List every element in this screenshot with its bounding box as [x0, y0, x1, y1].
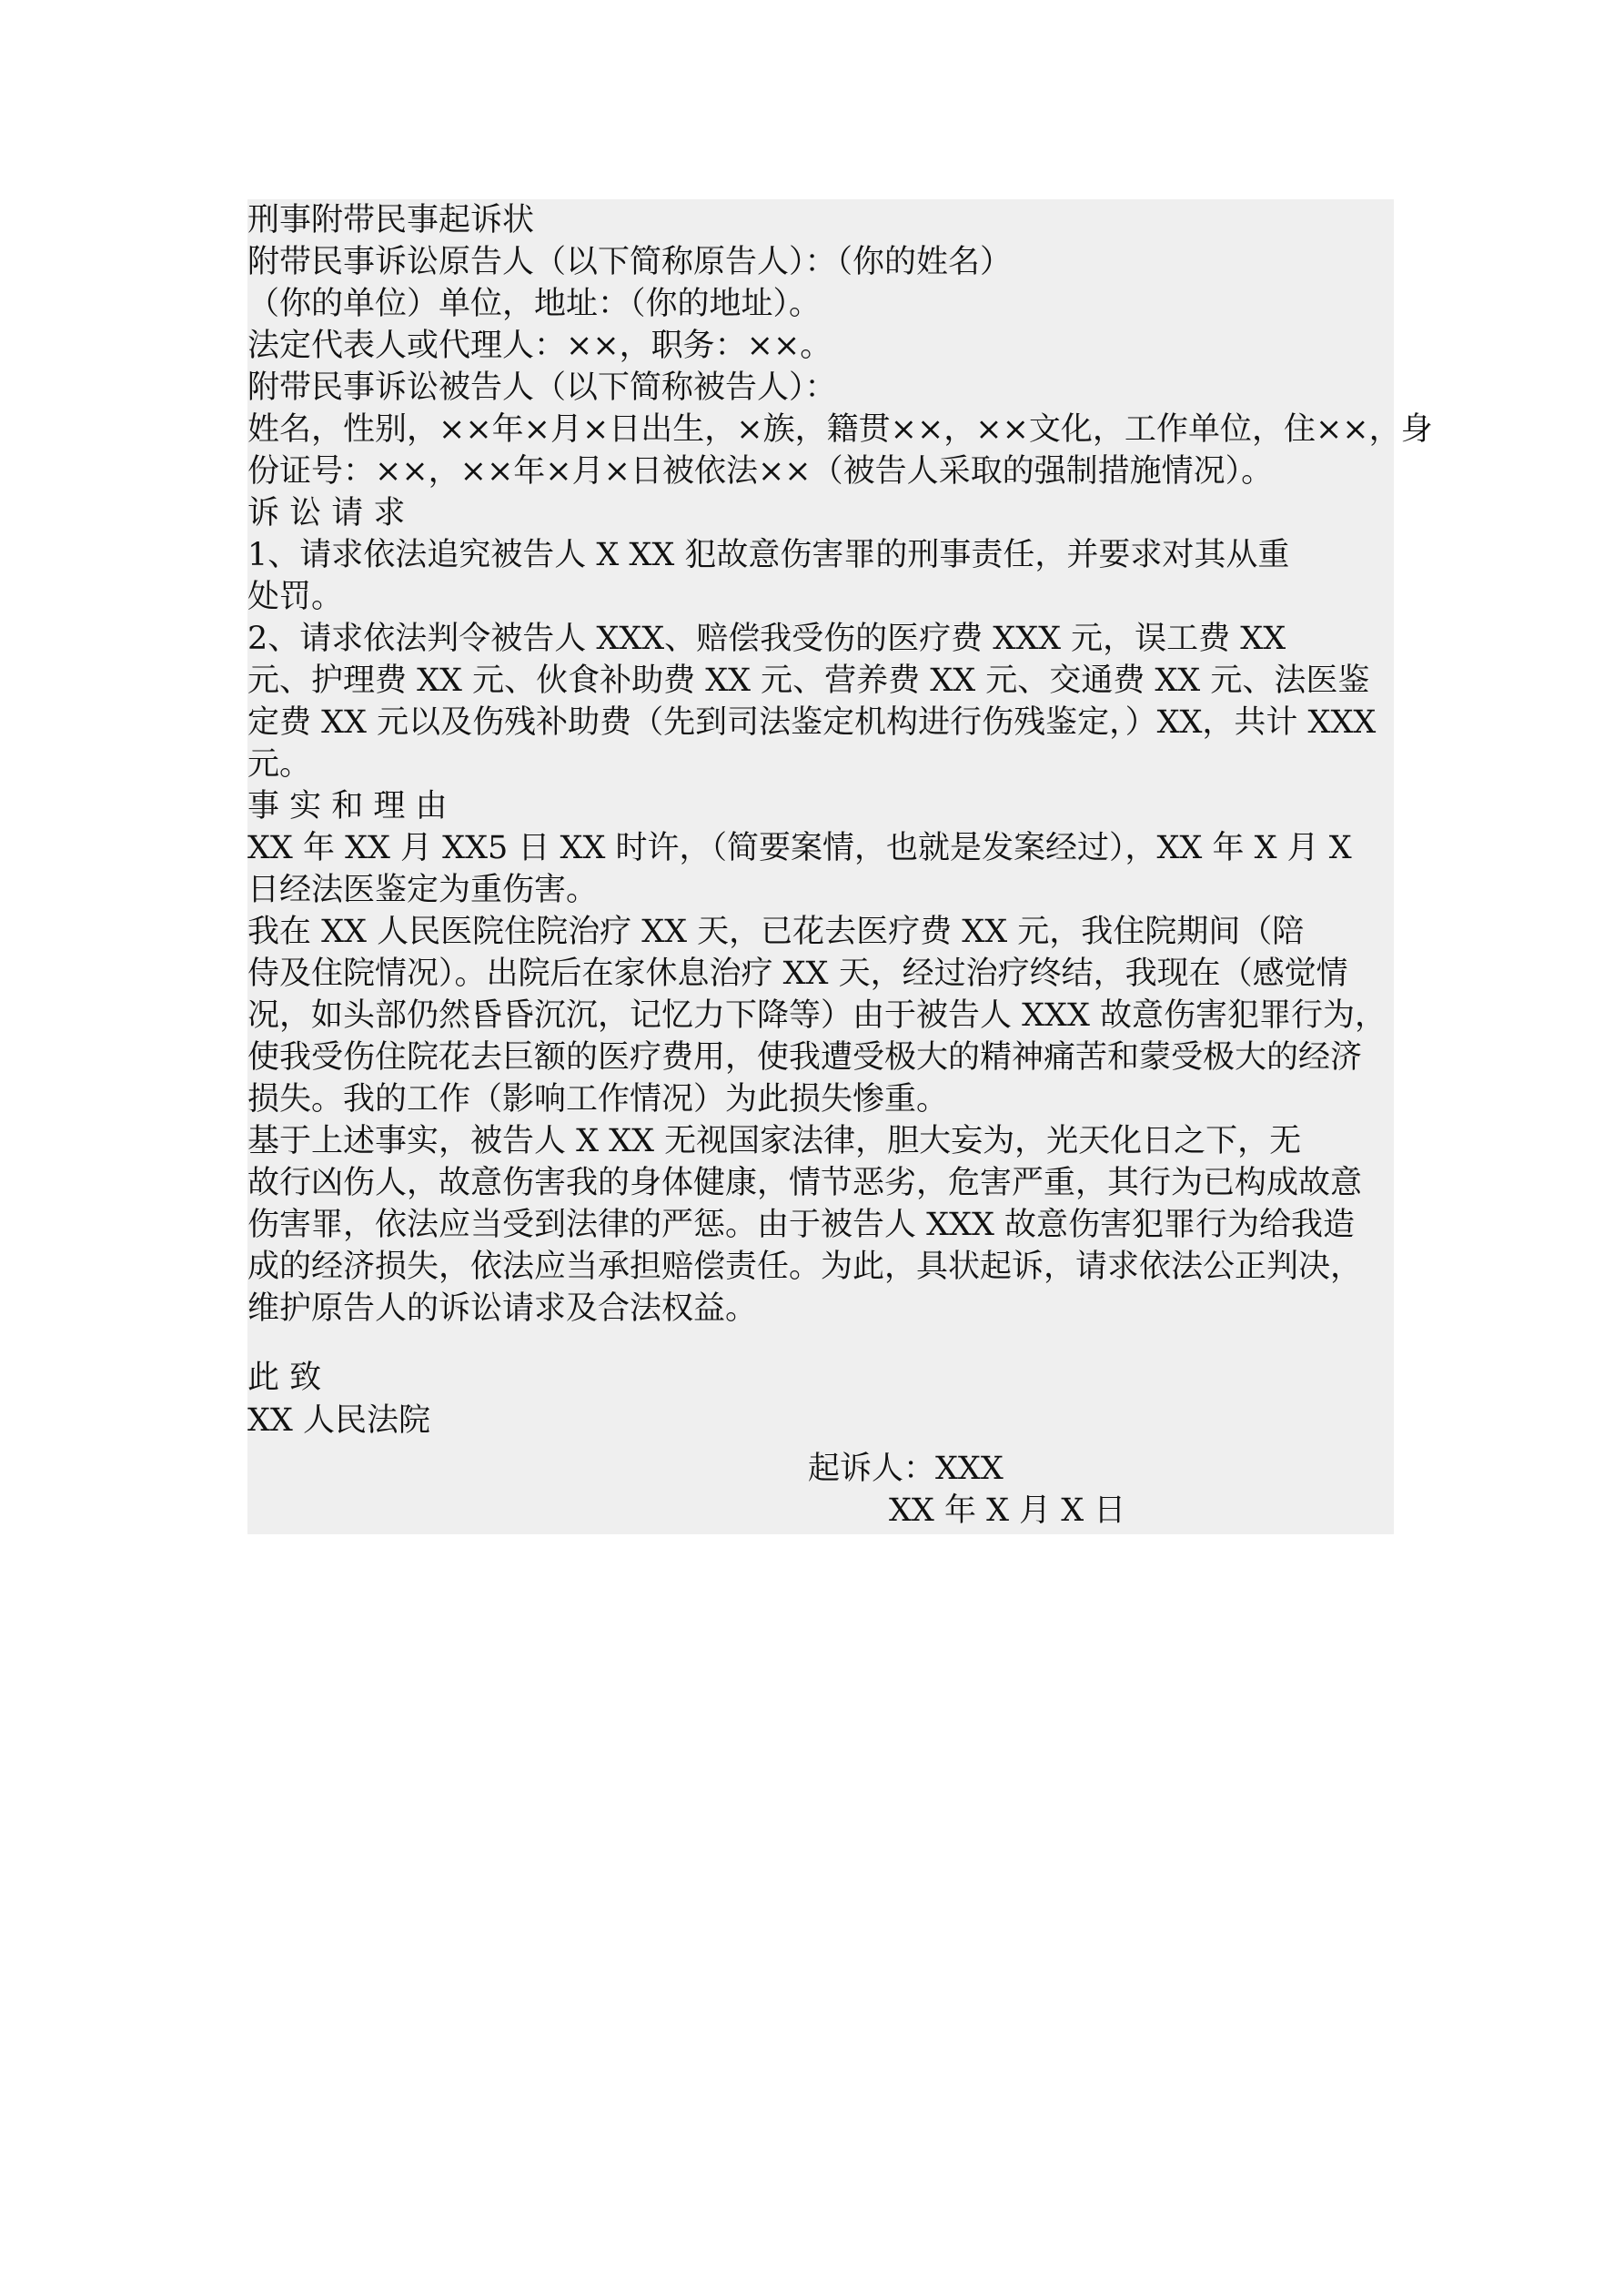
- claims-heading: 诉 讼 请 求: [247, 495, 406, 531]
- signing-date: XX 年 X 月 X 日: [889, 1492, 1126, 1529]
- claim-1-line-2: 处罚。: [247, 579, 344, 615]
- court-name: XX 人民法院: [247, 1402, 430, 1439]
- claim-2-line-2: 元、护理费 XX 元、伙食补助费 XX 元、营养费 XX 元、交通费 XX 元、法医鉴: [247, 663, 1370, 699]
- defendant-heading: 附带民事诉讼被告人（以下简称被告人）：: [247, 369, 837, 406]
- claim-2-line-3: 定费 XX 元以及伤残补助费（先到司法鉴定机构进行伤残鉴定，）XX，共计 XXX: [247, 704, 1377, 741]
- defendant-line-2: 份证号：××，××年×月×日被依法××（被告人采取的强制措施情况）。: [247, 453, 1274, 490]
- defendant-line-1: 姓名，性别，××年×月×日出生，×族，籍贯××，××文化，工作单位，住××，身: [247, 411, 1433, 448]
- facts-p3-line-4: 成的经济损失，依法应当承担赔偿责任。为此，具状起诉，请求依法公正判决，: [247, 1249, 1363, 1285]
- closing-salutation: 此 致: [247, 1360, 322, 1396]
- facts-p3-line-3: 伤害罪，依法应当受到法律的严惩。由于被告人 XXX 故意伤害犯罪行为给我造: [247, 1207, 1356, 1243]
- claim-2-line-4: 元。: [247, 746, 312, 783]
- facts-heading: 事 实 和 理 由: [247, 788, 448, 824]
- facts-p1-line-2: 日经法医鉴定为重伤害。: [247, 872, 599, 908]
- plaintiff-line-2: （你的单位）单位，地址：（你的地址）。: [247, 286, 822, 322]
- facts-p3-line-5: 维护原告人的诉讼请求及合法权益。: [247, 1290, 758, 1327]
- claim-2-line-1: 2、请求依法判令被告人 XXX、赔偿我受伤的医疗费 XXX 元，误工费 XX: [247, 621, 1286, 657]
- facts-p2-line-3: 况，如头部仍然昏昏沉沉，记忆力下降等）由于被告人 XXX 故意伤害犯罪行为，: [247, 997, 1387, 1034]
- facts-p2-line-1: 我在 XX 人民医院住院治疗 XX 天，已花去医疗费 XX 元，我住院期间（陪: [247, 914, 1305, 950]
- plaintiff-line-3: 法定代表人或代理人：××，职务：××。: [247, 328, 832, 364]
- document-title: 刑事附带民事起诉状: [247, 202, 535, 238]
- facts-p2-line-4: 使我受伤住院花去巨额的医疗费用，使我遭受极大的精神痛苦和蒙受极大的经济: [247, 1039, 1363, 1076]
- facts-p3-line-2: 故行凶伤人，故意伤害我的身体健康，情节恶劣，危害严重，其行为已构成故意: [247, 1165, 1363, 1201]
- facts-p2-line-5: 损失。我的工作（影响工作情况）为此损失惨重。: [247, 1081, 949, 1118]
- facts-p3-line-1: 基于上述事实，被告人 X XX 无视国家法律，胆大妄为，光天化日之下，无: [247, 1123, 1302, 1159]
- facts-p2-line-2: 侍及住院情况）。出院后在家休息治疗 XX 天，经过治疗终结，我现在（感觉情: [247, 956, 1348, 992]
- signer: 起诉人：XXX: [808, 1451, 1004, 1487]
- facts-p1-line-1: XX 年 XX 月 XX5 日 XX 时许，（简要案情，也就是发案经过），XX 年 X 月 X: [247, 830, 1352, 866]
- plaintiff-line-1: 附带民事诉讼原告人（以下简称原告人）：（你的姓名）: [247, 244, 1013, 280]
- claim-1-line-1: 1、请求依法追究被告人 X XX 犯故意伤害罪的刑事责任，并要求对其从重: [247, 537, 1290, 573]
